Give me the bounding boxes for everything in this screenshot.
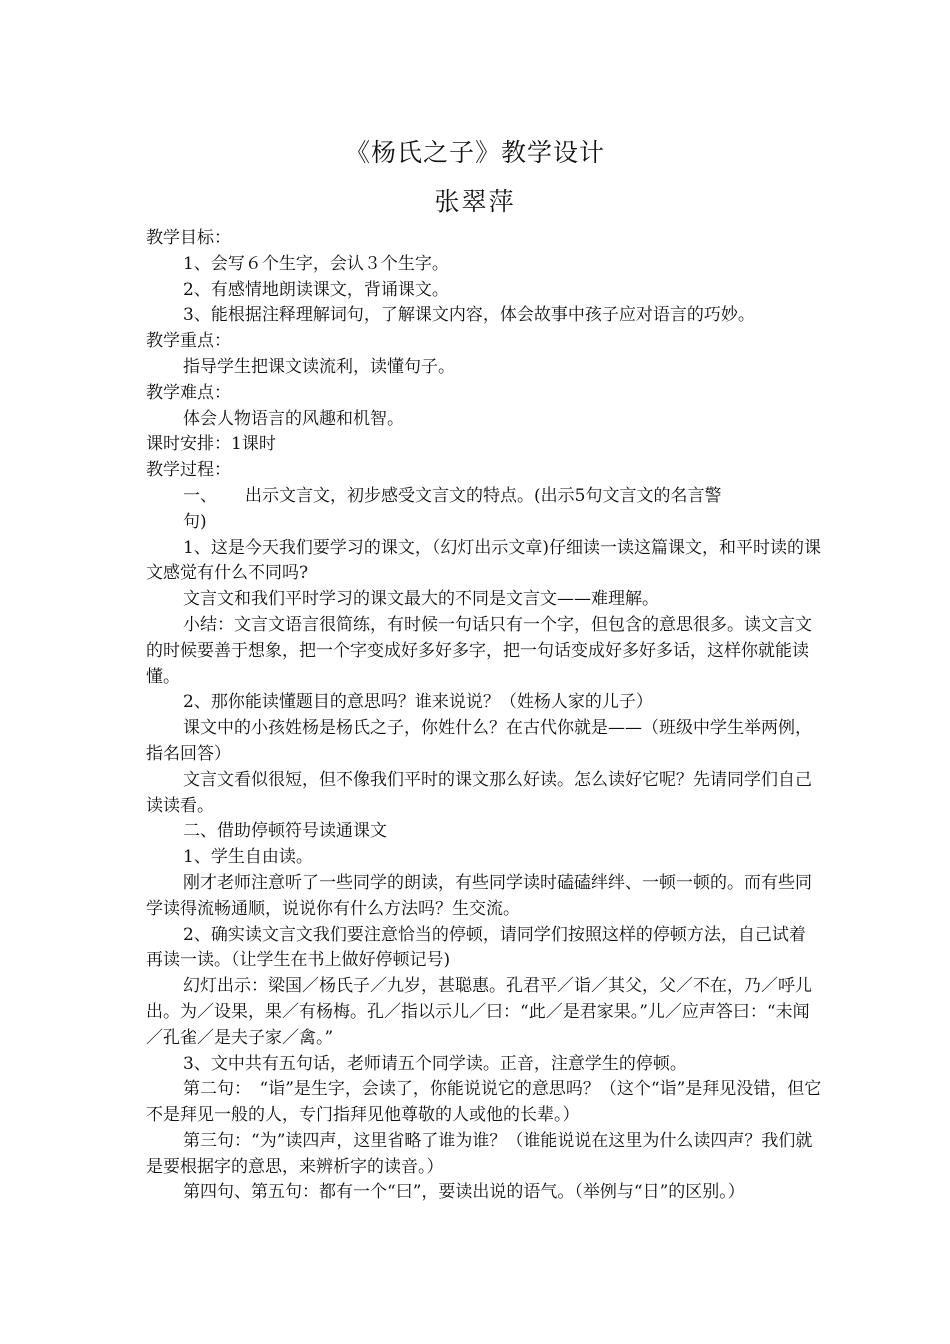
document-author: 张翠萍 (434, 187, 516, 216)
paragraph-11: 3、文中共有五句话，老师请五个同学读。正音，注意学生的停顿。 (183, 1053, 687, 1074)
paragraph-3: 小结：文言文语言很简练，有时候一句话只有一个字，但包含的意思很多。读文言文的时候要善于想象，把一个字变成好多好多字，把一句话变成好多好多话，这样你就能读懂。 (146, 614, 812, 687)
section-1-text: 出示文言文，初步感受文言文的特点。(出示5句文言文的名言警 (245, 485, 722, 506)
goal-item-1: 1、会写６个生字，会认３个生字。 (183, 253, 449, 274)
key-text: 指导学生把课文读流利，读懂句子。 (183, 356, 455, 377)
section-2-heading: 二、借助停顿符号读通课文 (183, 821, 387, 842)
document-title: 《杨氏之子》教学设计 (344, 138, 605, 167)
goal-heading: 教学目标： (146, 228, 231, 248)
document-body (146, 226, 822, 1206)
process-heading: 教学过程： (146, 460, 231, 481)
paragraph-14: 第四句、第五句：都有一个“曰”，要读出说的语气。（举例与“日”的区别。） (183, 1182, 745, 1203)
paragraph-5: 课文中的小孩姓杨是杨氏之子，你姓什么？在古代你就是——（班级中学生举两例，指名回答） (146, 718, 812, 764)
difficulty-heading: 教学难点： (146, 382, 231, 403)
section-1-continuation: 句) (183, 511, 207, 532)
section-1-heading (146, 484, 822, 510)
difficulty-text: 体会人物语言的风趣和机智。 (183, 408, 404, 429)
paragraph-7: 1、学生自由读。 (183, 847, 313, 868)
goal-item-2: 2、有感情地朗读课文，背诵课文。 (183, 279, 449, 300)
paragraph-2: 文言文和我们平时学习的课文最大的不同是文言文——难理解。 (183, 589, 659, 610)
key-heading: 教学重点： (146, 331, 231, 352)
paragraph-9: 2、确实读文言文我们要注意恰当的停顿，请同学们按照这样的停顿方法，自己试着再读一读。（让学生在书上做好停顿记号) (146, 924, 806, 971)
paragraph-1: 1、这是今天我们要学习的课文，（幻灯出示文章)仔细读一读这篇课文，和平时读的课文感觉有什么不同吗? (146, 537, 821, 584)
goal-item-3: 3、能根据注释理解词句，了解课文内容，体会故事中孩子应对语言的巧妙。 (183, 305, 755, 326)
paragraph-13: 第三句：“为”读四声，这里省略了谁为谁？（谁能说说在这里为什么读四声？我们就是要根据字的意思，来辨析字的读音。） (146, 1130, 813, 1177)
paragraph-6: 文言文看似很短，但不像我们平时的课文那么好读。怎么读好它呢？先请同学们自己读读看。 (146, 769, 812, 816)
paragraph-10: 幻灯出示：梁国／杨氏子／九岁，甚聪惠。孔君平／诣／其父，父／不在，乃／呼儿出。为／设果，果／有杨梅。孔／指以示儿／曰：“此／是君家果。”儿／应声答曰：“未闻／孔雀／是夫子家／禽。” (146, 976, 812, 1048)
section-1-number: 一、 (183, 485, 217, 506)
paragraph-12: 第二句： “诣”是生字，会读了，你能说说它的意思吗？（这个“诣”是拜见没错，但它不是拜见一般的人，专门指拜见他尊敬的人或他的长辈。） (146, 1079, 822, 1126)
paragraph-4: 2、那你能读懂题目的意思吗？谁来说说？（姓杨人家的儿子） (183, 692, 653, 713)
class-hours: 课时安排：1课时 (146, 434, 276, 455)
paragraph-8: 刚才老师注意听了一些同学的朗读，有些同学读时磕磕绊绊、一顿一顿的。而有些同学读得流畅通顺，说说你有什么方法吗？生交流。 (146, 872, 812, 919)
